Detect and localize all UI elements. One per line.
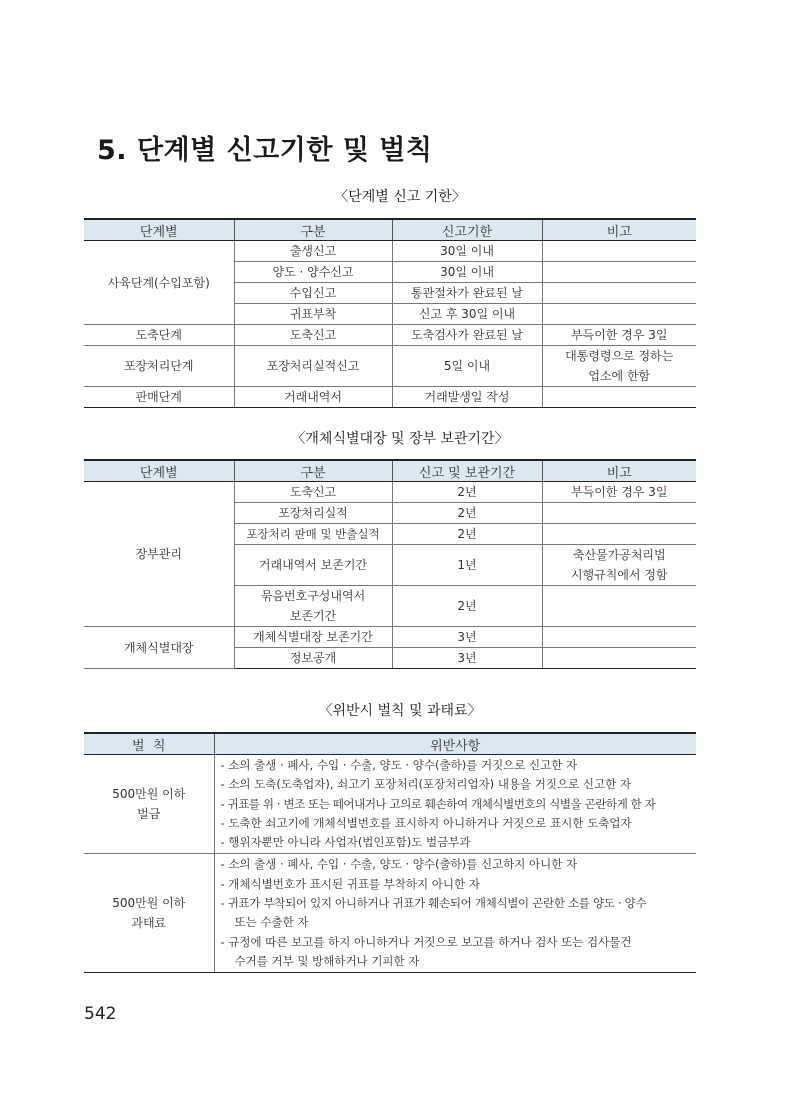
table-row	[84, 346, 696, 387]
note-cell	[542, 503, 696, 524]
table-row	[84, 387, 696, 408]
period-cell: 2년	[392, 503, 542, 524]
note-cell	[542, 648, 696, 669]
note-cell	[542, 283, 696, 304]
note-cell	[542, 346, 696, 387]
stage-cell: 사육단계(수입포함)	[84, 241, 234, 325]
item-cell: 거래내역서 보존기간	[234, 545, 392, 586]
violation-item: - 행위자뿐만 아니라 사업자(법인포함)도 벌금부과	[220, 835, 471, 850]
item-cell: 정보공개	[234, 648, 392, 669]
retention-period-table	[84, 459, 696, 669]
table-row	[84, 241, 696, 262]
column-header: 단계별	[84, 219, 234, 241]
period-cell: 2년	[392, 586, 542, 627]
table3-caption: 〈위반시 벌칙 및 과태료〉	[318, 703, 482, 719]
violation-item: - 귀표가 부착되어 있지 아니하거나 귀표가 훼손되어 개체식별이 곤란한 소를 양도 · 양수	[220, 896, 647, 911]
deadline-cell: 신고 후 30일 이내	[392, 304, 542, 325]
column-header: 위반사항	[214, 733, 696, 755]
deadline-cell: 도축검사가 완료된 날	[392, 325, 542, 346]
deadline-cell: 통관절차가 완료된 날	[392, 283, 542, 304]
penalty-cell	[84, 755, 214, 854]
item-line: 보존기간	[289, 609, 337, 623]
deadline-cell: 거래발생일 작성	[392, 387, 542, 408]
table-header-row	[84, 219, 696, 241]
period-cell: 2년	[392, 524, 542, 545]
period-cell: 2년	[392, 482, 542, 503]
note-line: 시행규칙에서 정함	[570, 568, 668, 582]
item-cell: 수입신고	[234, 283, 392, 304]
table2-caption: 〈개체식별대장 및 장부 보관기간〉	[291, 431, 509, 447]
note-line: 축산물가공처리법	[572, 548, 666, 562]
page-number: 542	[84, 1004, 117, 1024]
period-cell: 1년	[392, 545, 542, 586]
item-line: 묶음번호구성내역서	[260, 589, 366, 603]
item-cell	[234, 586, 392, 627]
item-cell: 포장처리 판매 및 반출실적	[234, 524, 392, 545]
penalty-table	[84, 732, 696, 973]
section-title: 5. 단계별 신고기한 및 벌칙	[97, 135, 433, 166]
column-header: 비고	[542, 219, 696, 241]
violation-item: - 소의 도축(도축업자), 쇠고기 포장처리(포장처리업자) 내용을 거짓으로 신고한 자	[220, 777, 631, 792]
violation-item: - 소의 출생 · 폐사, 수입 · 수출, 양도 · 양수(출하)를 거짓으로 신고한 자	[220, 758, 578, 772]
table-header-row	[84, 733, 696, 755]
note-cell	[542, 524, 696, 545]
violations-cell	[214, 755, 696, 854]
violation-item-continuation: 또는 수출한 자	[234, 915, 309, 930]
column-header: 구분	[234, 460, 392, 482]
penalty-line: 500만원 이하	[112, 896, 186, 911]
stage-cell: 판매단계	[84, 387, 234, 408]
note-cell	[542, 545, 696, 586]
note-line: 대통령령으로 정하는	[565, 349, 674, 363]
column-header: 구분	[234, 219, 392, 241]
item-cell: 개체식별대장 보존기간	[234, 627, 392, 648]
stage-cell: 포장처리단계	[84, 346, 234, 387]
item-cell: 거래내역서	[234, 387, 392, 408]
table-header-row	[84, 460, 696, 482]
item-cell: 도축신고	[234, 482, 392, 503]
period-cell: 3년	[392, 648, 542, 669]
deadline-cell: 30일 이내	[392, 241, 542, 262]
table1-caption: 〈단계별 신고 기한〉	[334, 189, 466, 205]
note-cell	[542, 241, 696, 262]
stage-cell: 개체식별대장	[84, 627, 234, 669]
note-cell	[542, 262, 696, 283]
item-cell: 출생신고	[234, 241, 392, 262]
table-row	[84, 627, 696, 648]
note-line: 업소에 한함	[588, 369, 651, 383]
violation-item-continuation: 수거를 거부 및 방해하거나 기피한 자	[234, 953, 420, 968]
table-row	[84, 854, 696, 973]
column-header: 비고	[542, 460, 696, 482]
note-cell: 부득이한 경우 3일	[542, 482, 696, 503]
item-cell: 귀표부착	[234, 304, 392, 325]
violation-item: - 개체식별번호가 표시된 귀표를 부착하지 아니한 자	[220, 876, 480, 891]
item-cell: 포장처리실적신고	[234, 346, 392, 387]
stage-cell: 도축단계	[84, 325, 234, 346]
column-header: 신고 및 보관기간	[392, 460, 542, 482]
stage-cell: 장부관리	[84, 482, 234, 627]
violation-item: - 소의 출생 · 폐사, 수입 · 수출, 양도 · 양수(출하)를 신고하지 아니한 자	[220, 857, 578, 872]
item-cell: 포장처리실적	[234, 503, 392, 524]
penalty-line: 벌금	[137, 807, 161, 822]
penalty-line: 500만원 이하	[112, 787, 186, 802]
column-header: 신고기한	[392, 219, 542, 241]
violation-item: - 규정에 따른 보고를 하지 아니하거나 거짓으로 보고를 하거나 검사 또는 검사물건	[220, 934, 632, 949]
deadline-cell: 5일 이내	[392, 346, 542, 387]
violations-cell	[214, 854, 696, 973]
column-header: 벌 칙	[84, 733, 214, 755]
table-row	[84, 482, 696, 503]
table-row	[84, 325, 696, 346]
period-cell: 3년	[392, 627, 542, 648]
item-cell: 도축신고	[234, 325, 392, 346]
table-row	[84, 755, 696, 854]
penalty-line: 과태료	[131, 916, 167, 931]
item-cell: 양도 · 양수신고	[234, 262, 392, 283]
note-cell	[542, 304, 696, 325]
reporting-deadline-table	[84, 218, 696, 408]
note-cell: 부득이한 경우 3일	[542, 325, 696, 346]
violation-item: - 귀표를 위 · 변조 또는 떼어내거나 고의로 훼손하여 개체식별번호의 식별을 곤란하게 한 자	[220, 796, 656, 811]
note-cell	[542, 627, 696, 648]
violation-item: - 도축한 쇠고기에 개체식별번호를 표시하지 아니하거나 거짓으로 표시한 도축업자	[220, 815, 632, 830]
column-header: 단계별	[84, 460, 234, 482]
note-cell	[542, 586, 696, 627]
note-cell	[542, 387, 696, 408]
penalty-cell	[84, 854, 214, 973]
deadline-cell: 30일 이내	[392, 262, 542, 283]
